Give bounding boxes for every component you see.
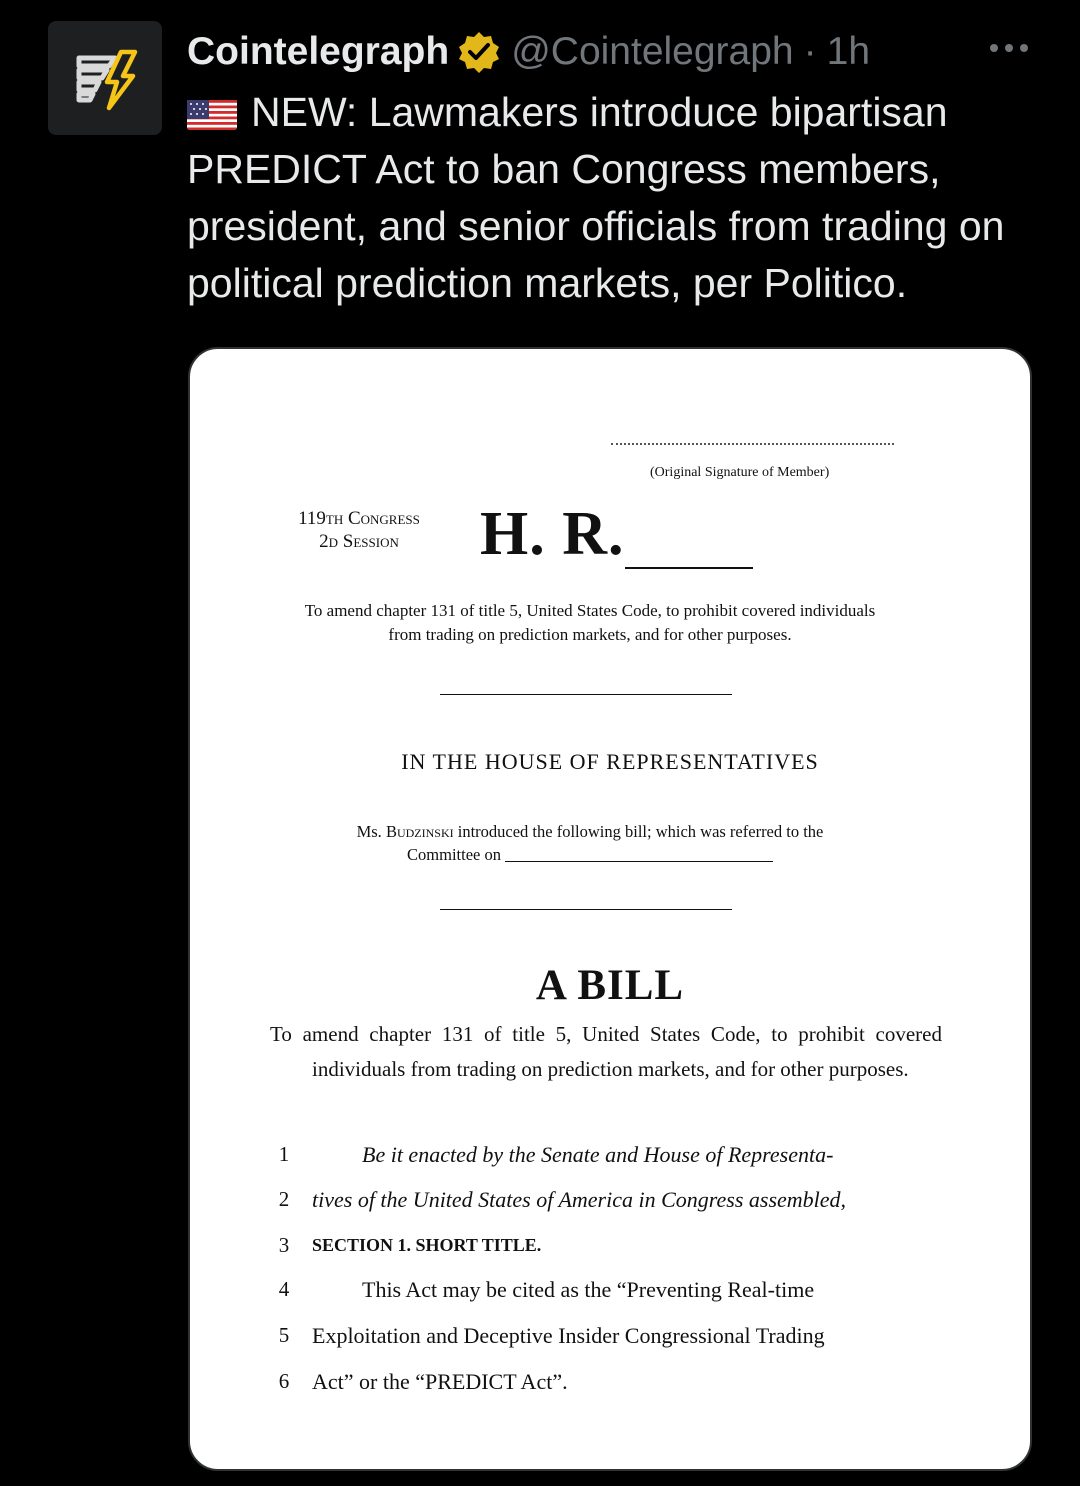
bill-document	[190, 349, 1030, 1469]
house-heading: IN THE HOUSE OF REPRESENTATIVES	[401, 749, 819, 774]
line-text: Exploitation and Deceptive Insider Congressional Trading	[312, 1323, 825, 1348]
bill-line	[190, 1187, 1030, 1227]
attached-image[interactable]	[188, 347, 1032, 1471]
introduced-rest: introduced the following bill; which was referred to the	[457, 822, 824, 841]
bill-line	[190, 1233, 1030, 1273]
congress-session	[270, 507, 448, 553]
divider	[440, 909, 732, 910]
line-text: Act” or the “PREDICT Act”.	[312, 1369, 568, 1394]
committee-label: Committee on	[407, 845, 501, 864]
section-heading: SECTION 1. SHORT TITLE.	[312, 1235, 542, 1255]
bill-number-blank	[625, 567, 753, 569]
congress-label: 119th Congress	[298, 508, 420, 529]
bill-summary: To amend chapter 131 of title 5, United States Code, to prohibit covered individuals from trading on prediction markets, and for other purposes.	[304, 601, 876, 644]
tweet-text	[187, 84, 1047, 312]
bill-line	[190, 1323, 1030, 1363]
bill-purpose: To amend chapter 131 of title 5, United States Code, to prohibit covered individuals from trading on prediction markets, and for other purposes.	[270, 1022, 942, 1081]
author-avatar[interactable]	[48, 21, 162, 135]
dot-separator: ·	[803, 30, 817, 73]
tweet-body: NEW: Lawmakers introduce bipartisan PREDICT Act to ban Congress members, president, and senior officials from trading on political prediction markets, per Politico.	[187, 89, 1005, 306]
tweet-timestamp[interactable]: 1h	[826, 30, 871, 73]
bill-number: H. R.	[480, 500, 625, 568]
verified-badge-icon[interactable]	[457, 30, 501, 74]
sponsor-name: Budzinski	[385, 822, 454, 841]
tweet-header	[187, 22, 1040, 82]
line-number: 1	[278, 1142, 290, 1166]
line-text: This Act may be cited as the “Preventing Real-time	[362, 1277, 815, 1302]
bill-line	[190, 1142, 1030, 1182]
committee-blank	[505, 847, 773, 862]
line-number: 5	[278, 1323, 290, 1347]
introduced-ms: Ms.	[356, 822, 382, 841]
signature-line	[611, 443, 894, 445]
more-options-icon[interactable]	[990, 22, 1028, 74]
session-label: 2d Session	[319, 531, 399, 552]
signature-caption: (Original Signature of Member)	[650, 465, 830, 480]
line-number: 6	[278, 1369, 290, 1393]
cointelegraph-logo-icon	[65, 38, 145, 118]
introduced-text	[300, 820, 880, 866]
line-number: 3	[278, 1233, 290, 1257]
line-text: tives of the United States of America in Congress assembled,	[312, 1187, 847, 1212]
a-bill-heading: A BILL	[535, 962, 685, 1009]
divider	[440, 694, 732, 695]
author-handle[interactable]: @Cointelegraph	[511, 30, 794, 73]
bill-line	[190, 1369, 1030, 1409]
us-flag-icon	[187, 94, 237, 130]
author-name[interactable]: Cointelegraph	[187, 30, 450, 73]
bill-line	[190, 1277, 1030, 1317]
line-number: 4	[278, 1277, 290, 1301]
line-number: 2	[278, 1187, 290, 1211]
line-text: Be it enacted by the Senate and House of Representa-	[362, 1142, 834, 1167]
